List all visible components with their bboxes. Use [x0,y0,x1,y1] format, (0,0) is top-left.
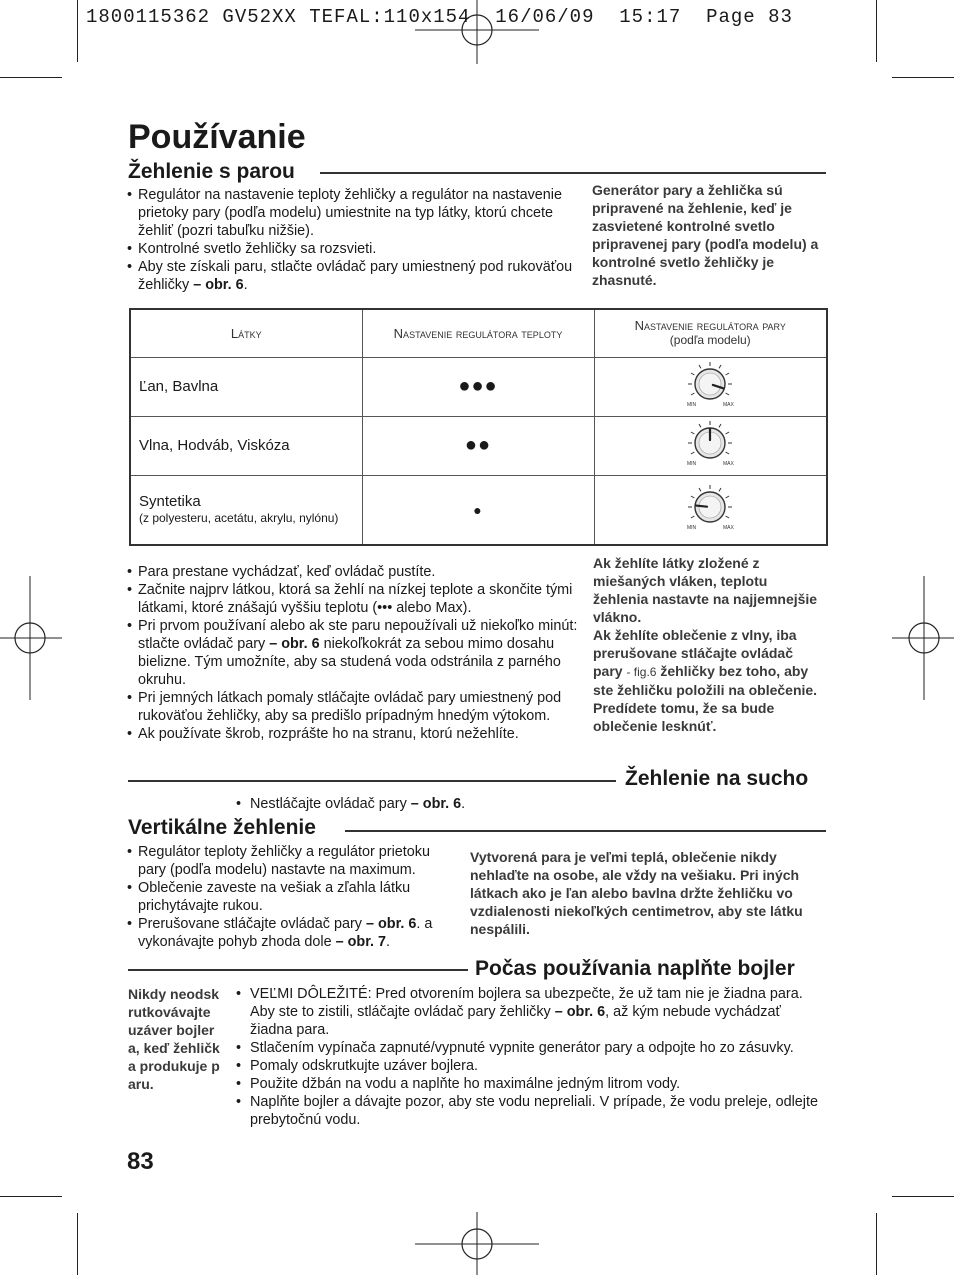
page-number: 83 [127,1148,154,1175]
dial-tick [691,373,694,375]
dial-min-label: MIN [687,402,697,408]
fabric-name: Ľan, Bavlna [130,357,362,416]
list-item: • Prerušovane stláčajte ovládač pary – obr. 6. a vykonávajte pohyb zhoda dole – obr. 7. [127,915,460,951]
section-heading-dry-ironing: Žehlenie na sucho [625,767,809,790]
side-note-boiler-cap: Nikdy neodskrutkovávajte uzáver bojlera, keď žehlička produkuje paru. [128,986,220,1092]
dial-tick [726,393,729,395]
section-rule [128,969,468,971]
dial-tick [691,496,694,498]
registration-mark-left [0,576,62,700]
table-row [130,416,827,475]
refill-boiler-list [228,985,826,1129]
figure-ref: – obr. 7 [335,934,387,950]
dial-tick [691,432,694,434]
fabric-name: Syntetika (z polyesteru, acetátu, akrylu, nylónu) [130,475,362,545]
dial-tick [726,516,729,518]
section-heading-steam-ironing: Žehlenie s parou [128,160,295,183]
list-item: • Para prestane vychádzať, keď ovládač pustíte. [127,563,589,581]
list-item: • Aby ste získali paru, stlačte ovládač pary umiestnený pod rukoväťou žehličky – obr. 6. [127,258,585,294]
list-item: • VEĽMI DÔLEŽITÉ: Pred otvorením bojlera sa ubezpečte, že už tam nie je žiadna para. Aby ste to zistili, stláčajte ovládač pary žehličky – obr. 6, až kým nebude vychádzať žiadna para. [228,985,826,1039]
side-note-mixed-fabrics: Ak žehlíte látky zložené z miešaných vláken, teplotu žehlenia nastavte na najjemnejšie vlákno. Ak žehlíte oblečenie z vlny, iba prerušovane stláčajte ovládač pary - fig.6 žehličky bez toho, aby ste žehličku položili na oblečenie. Predídete tomu, že sa bude oblečenie lesknúť. [593,555,818,734]
temperature-dots: ●● [362,416,594,475]
list-item: • Oblečenie zaveste na vešiak a zľahla látku prichytávajte rukou. [127,879,460,915]
dial-tick [726,373,729,375]
steam-dial-icon [678,482,742,532]
steam-dial-icon [678,359,742,409]
list-item: • Naplňte bojler a dávajte pozor, aby ste vodu nepreliali. V prípade, že vodu preleje, odlejte prebytočnú vodu. [228,1093,826,1129]
temperature-dots: ●●● [362,357,594,416]
figure-ref: – obr. 6 [365,916,417,932]
section-rule [128,780,616,782]
section-heading-refill-boiler: Počas používania naplňte bojler [475,957,795,980]
side-note-steam-ready: Generátor pary a žehlička sú pripravené na žehlenie, keď je zasvietené kontrolné svetlo pripravenej pary (podľa modelu) a kontrolné svetlo žehličky je zhasnuté. [592,182,819,288]
fabric-note: (z polyesteru, acetátu, akrylu, nylónu) [139,511,339,526]
list-item: • Stlačením vypínača zapnuté/vypnuté vypnite generátor pary a odpojte ho zo zásuvky. [228,1039,826,1057]
dial-tick [691,516,694,518]
registration-mark-bottom [415,1212,539,1275]
list-item: • Nestláčajte ovládač pary – obr. 6. [228,795,628,813]
dial-tick [699,488,701,491]
column-header-fabrics: Látky [130,309,362,357]
ironing-tips-list [127,563,589,743]
dial-max-label: MAX [723,402,735,408]
dial-min-label: MIN [687,461,697,467]
dial-min-label: MIN [687,525,697,532]
figure-ref: – obr. 6 [193,277,244,293]
table-row [130,475,827,545]
column-header-steam: Nastavenie regulátora pary (podľa modelu) [594,309,827,357]
list-item: • Pri prvom používaní alebo ak ste paru nepoužívali už niekoľko minút: stlačte ovládač pary – obr. 6 niekoľkokrát za sebou mimo dosahu bielizne. Tým umožníte, aby sa studená voda odstránila z parného okruhu. [127,617,589,689]
dial-max-label: MAX [723,461,735,467]
dial-face [699,373,721,395]
fabric-settings-table [129,308,828,546]
list-item: • Začnite najprv látkou, ktorá sa žehlí na nízkej teplote a skončite tými látkami, ktoré znášajú vyššiu teplotu (••• alebo Max). [127,581,589,617]
dry-ironing-list [228,795,628,813]
section-rule [320,172,826,174]
dial-tick [719,488,721,491]
dial-tick [726,452,729,454]
list-item: • Pomaly odskrutkujte uzáver bojlera. [228,1057,826,1075]
dial-tick [726,496,729,498]
page-title: Používanie [128,118,306,156]
list-item: • Kontrolné svetlo žehličky sa rozsvieti. [127,240,585,258]
section-heading-vertical-ironing: Vertikálne žehlenie [128,816,316,839]
figure-ref: – obr. 6 [554,1004,606,1020]
table-header-row [130,309,827,357]
print-header: 1800115362 GV52XX TEFAL:110x154 16/06/09 15:17 Page 83 [86,6,793,28]
list-item: • Použite džbán na vodu a naplňte ho maximálne jedným litrom vody. [228,1075,826,1093]
section-rule [345,830,826,832]
dial-tick [691,393,694,395]
list-item: • Regulátor na nastavenie teploty žehličky a regulátor na nastavenie prietoky pary (podľa modelu) umiestnite na typ látky, ktorú chcete žehliť (pozri tabuľku nižšie). [127,186,585,240]
vertical-ironing-list [127,843,460,951]
column-header-temperature: Nastavenie regulátora teploty [362,309,594,357]
registration-mark-right [892,576,954,700]
steam-dial-icon [678,418,742,468]
figure-ref: – obr. 6 [410,796,462,812]
dial-tick [699,424,701,427]
list-item: • Ak používate škrob, rozprášte ho na stranu, ktorú nežehlíte. [127,725,589,743]
dial-tick [699,365,701,368]
dial-pointer [696,506,707,507]
dial-max-label: MAX [723,525,735,532]
list-item: • Pri jemných látkach pomaly stláčajte ovládač pary umiestnený pod rukoväťou žehličky, aby sa predišlo prípadným hnedým výtokom. [127,689,589,725]
dial-tick [719,424,721,427]
dial-tick [726,432,729,434]
temperature-dots: ● [362,475,594,545]
side-note-steam-warning: Vytvorená para je veľmi teplá, oblečenie nikdy nehlaďte na osobe, ale vždy na vešiaku. Pri iných látkach ako je ľan alebo bavlna držte žehličku vo vzdialenosti niekoľkých centimetrov, aby ste látku nespálili. [470,849,803,937]
list-item: • Regulátor teploty žehličky a regulátor prietoku pary (podľa modelu) nastavte na maximum. [127,843,460,879]
dial-tick [691,452,694,454]
table-row [130,357,827,416]
steam-ironing-list [127,186,585,294]
figure-ref: – obr. 6 [269,636,320,652]
fabric-name: Vlna, Hodváb, Viskóza [130,416,362,475]
dial-tick [719,365,721,368]
